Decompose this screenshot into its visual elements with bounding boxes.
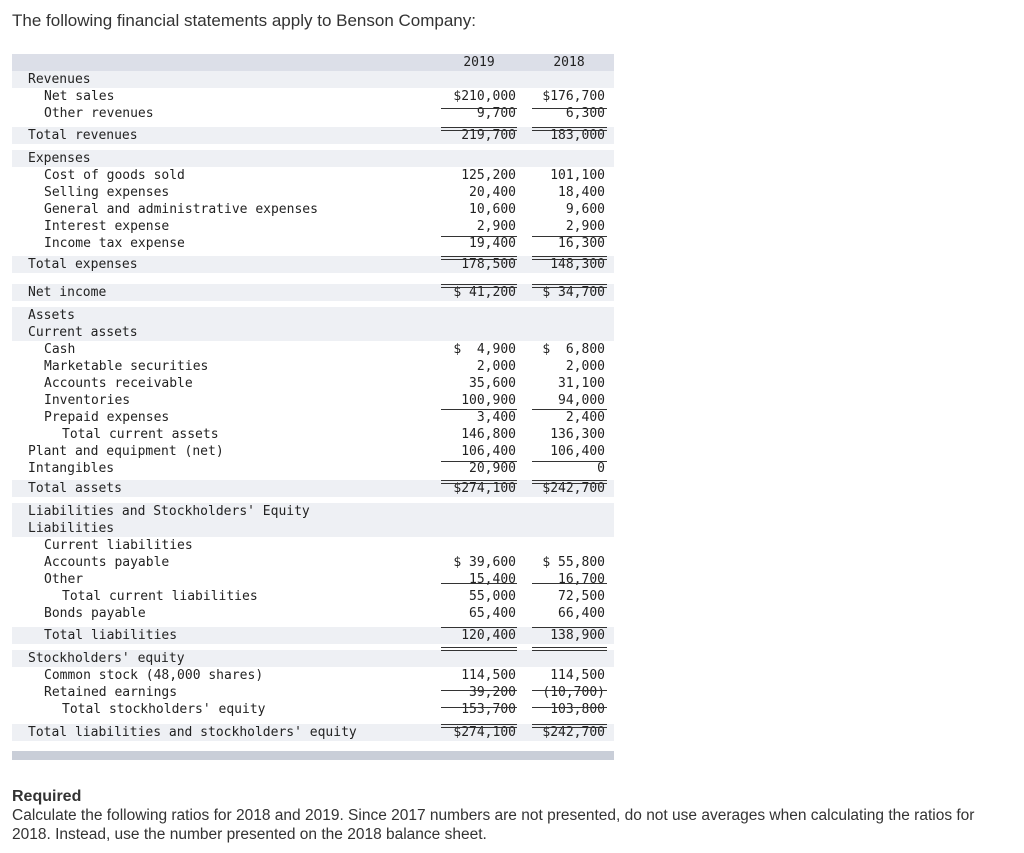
statement-row <box>12 105 614 122</box>
value-2019: 2,000 <box>476 359 516 374</box>
statement-row <box>12 256 614 273</box>
single-underline <box>532 707 607 708</box>
statement-row <box>12 324 614 341</box>
statement-row <box>12 537 614 554</box>
value-2019: 19,400 <box>469 236 516 251</box>
table-bottom-band <box>12 751 614 760</box>
double-underline <box>532 284 607 288</box>
value-2018: 94,000 <box>558 393 605 408</box>
statement-row <box>12 284 614 301</box>
double-underline <box>441 480 517 484</box>
value-2019: 153,700 <box>461 702 516 717</box>
single-underline <box>441 627 517 628</box>
statement-row <box>12 341 614 358</box>
statement-row <box>12 218 614 235</box>
row-label: Total stockholders' equity <box>62 702 266 717</box>
row-label: Plant and equipment (net) <box>28 444 224 459</box>
value-2019: 35,600 <box>469 376 516 391</box>
value-2019: 15,400 <box>469 572 516 587</box>
double-underline <box>441 256 517 260</box>
statement-row <box>12 409 614 426</box>
statement-row <box>12 684 614 701</box>
row-label: Total revenues <box>28 128 138 143</box>
statement-row <box>12 443 614 460</box>
value-2019: 20,400 <box>469 185 516 200</box>
statement-row <box>12 520 614 537</box>
single-underline <box>441 108 517 109</box>
value-2019: 2,900 <box>476 219 516 234</box>
row-label: Accounts receivable <box>44 376 193 391</box>
statement-row <box>12 426 614 443</box>
row-label: Other revenues <box>44 106 154 121</box>
value-2018: 16,300 <box>558 236 605 251</box>
single-underline <box>532 690 607 691</box>
value-2019: 106,400 <box>461 444 516 459</box>
value-2018: $242,700 <box>542 481 605 496</box>
value-2018: 16,700 <box>558 572 605 587</box>
row-label: General and administrative expenses <box>44 202 318 217</box>
row-label: Common stock (48,000 shares) <box>44 668 264 683</box>
row-label: Current assets <box>28 325 138 340</box>
value-2018: $176,700 <box>542 89 605 104</box>
row-label: Bonds payable <box>44 606 146 621</box>
value-2018: 2,400 <box>565 410 605 425</box>
value-2018: 183,000 <box>550 128 605 143</box>
row-label: Cash <box>44 342 76 357</box>
value-2018: $ 55,800 <box>542 555 605 570</box>
statement-row <box>12 605 614 622</box>
statement-row <box>12 588 614 605</box>
row-label: Total expenses <box>28 257 138 272</box>
row-label: Other <box>44 572 84 587</box>
double-underline <box>441 127 517 131</box>
year-2018-header: 2018 <box>553 55 585 70</box>
row-label: Total liabilities and stockholders' equity <box>28 725 357 740</box>
value-2019: 114,500 <box>461 668 516 683</box>
value-2019: 120,400 <box>461 628 516 643</box>
statement-row <box>12 724 614 741</box>
single-underline <box>532 108 607 109</box>
single-underline <box>441 690 517 691</box>
single-underline <box>441 707 517 708</box>
row-label: Income tax expense <box>44 236 185 251</box>
single-underline <box>441 236 517 237</box>
double-underline <box>532 256 607 260</box>
statement-row <box>12 667 614 684</box>
value-2018: 2,900 <box>565 219 605 234</box>
value-2019: 65,400 <box>469 606 516 621</box>
statement-row <box>12 460 614 477</box>
value-2018: 148,300 <box>550 257 605 272</box>
value-2018: 9,600 <box>565 202 605 217</box>
value-2019: $274,100 <box>453 725 516 740</box>
double-underline <box>441 284 517 288</box>
row-label: Retained earnings <box>44 685 178 700</box>
value-2019: 39,200 <box>469 685 516 700</box>
value-2018: $ 6,800 <box>542 342 605 357</box>
single-underline <box>441 461 517 462</box>
intro-text: The following financial statements apply to Benson Company: <box>12 11 476 30</box>
statement-row <box>12 375 614 392</box>
value-2018: 138,900 <box>550 628 605 643</box>
statement-row <box>12 627 614 644</box>
value-2018: 103,800 <box>550 702 605 717</box>
statement-row <box>12 480 614 497</box>
value-2018: 2,000 <box>565 359 605 374</box>
value-2018: $ 34,700 <box>542 285 605 300</box>
required-heading: Required <box>12 788 82 805</box>
row-label: Prepaid expenses <box>44 410 170 425</box>
statement-row <box>12 88 614 105</box>
value-2018: $242,700 <box>542 725 605 740</box>
row-label: Selling expenses <box>44 185 170 200</box>
value-2019: 125,200 <box>461 168 516 183</box>
single-underline <box>441 409 517 410</box>
statement-row <box>12 392 614 409</box>
single-underline <box>532 627 607 628</box>
row-label: Liabilities and Stockholders' Equity <box>28 504 310 519</box>
statement-row <box>12 184 614 201</box>
value-2019: 9,700 <box>476 106 516 121</box>
value-2018: 31,100 <box>558 376 605 391</box>
statement-row <box>12 701 614 718</box>
row-label: Expenses <box>28 151 91 166</box>
row-label: Total current liabilities <box>62 589 258 604</box>
row-label: Marketable securities <box>44 359 209 374</box>
single-underline <box>532 583 607 584</box>
statement-row <box>12 571 614 588</box>
single-underline <box>532 236 607 237</box>
row-label: Intangibles <box>28 461 115 476</box>
row-label: Inventories <box>44 393 131 408</box>
value-2019: $274,100 <box>453 481 516 496</box>
double-underline <box>532 724 607 728</box>
row-label: Net income <box>28 285 107 300</box>
required-text: Calculate the following ratios for 2018 and 2019. Since 2017 numbers are not presented, do not use averages when calculating the ratios for 2018. Instead, use the number presented on the 2018 balance sheet. <box>12 807 975 843</box>
value-2018: 106,400 <box>550 444 605 459</box>
single-underline <box>441 583 517 584</box>
statement-row <box>12 503 614 520</box>
row-label: Net sales <box>44 89 115 104</box>
single-underline <box>532 461 607 462</box>
value-2019: 20,900 <box>469 461 516 476</box>
value-2019: 178,500 <box>461 257 516 272</box>
year-header-row <box>12 54 614 71</box>
value-2018: 136,300 <box>550 427 605 442</box>
row-label: Total liabilities <box>44 628 178 643</box>
value-2019: 100,900 <box>461 393 516 408</box>
value-2019: 219,700 <box>461 128 516 143</box>
row-label: Liabilities <box>28 521 115 536</box>
value-2019: 10,600 <box>469 202 516 217</box>
double-underline <box>532 480 607 484</box>
statement-row <box>12 650 614 667</box>
value-2019: $ 41,200 <box>453 285 516 300</box>
value-2018: 18,400 <box>558 185 605 200</box>
value-2019: $210,000 <box>453 89 516 104</box>
value-2018: 66,400 <box>558 606 605 621</box>
statement-row <box>12 167 614 184</box>
value-2018: 114,500 <box>550 668 605 683</box>
double-underline <box>441 724 517 728</box>
statement-row <box>12 554 614 571</box>
value-2019: 3,400 <box>476 410 516 425</box>
required-section <box>12 787 1017 844</box>
double-underline <box>441 647 517 651</box>
row-label: Total assets <box>28 481 122 496</box>
value-2019: $ 39,600 <box>453 555 516 570</box>
financial-statements-table <box>12 54 614 760</box>
row-label: Assets <box>28 308 75 323</box>
value-2019: 146,800 <box>461 427 516 442</box>
row-label: Total current assets <box>62 427 219 442</box>
row-label: Current liabilities <box>44 538 193 553</box>
value-2018: 101,100 <box>550 168 605 183</box>
year-2019-header: 2019 <box>463 55 495 70</box>
row-label: Accounts payable <box>44 555 170 570</box>
double-underline <box>532 647 607 651</box>
value-2019: $ 4,900 <box>453 342 516 357</box>
double-underline <box>532 127 607 131</box>
value-2018: 0 <box>597 461 605 476</box>
statement-row <box>12 150 614 167</box>
statement-row <box>12 235 614 252</box>
value-2019: 55,000 <box>469 589 516 604</box>
value-2018: 72,500 <box>558 589 605 604</box>
statement-row <box>12 307 614 324</box>
value-2018: 6,300 <box>565 106 605 121</box>
row-label: Cost of goods sold <box>44 168 185 183</box>
statement-row <box>12 358 614 375</box>
value-2018: (10,700) <box>542 685 605 700</box>
row-label: Stockholders' equity <box>28 651 185 666</box>
statement-row <box>12 127 614 144</box>
statement-row <box>12 71 614 88</box>
statement-row <box>12 201 614 218</box>
row-label: Revenues <box>28 72 91 87</box>
row-label: Interest expense <box>44 219 170 234</box>
single-underline <box>532 409 607 410</box>
